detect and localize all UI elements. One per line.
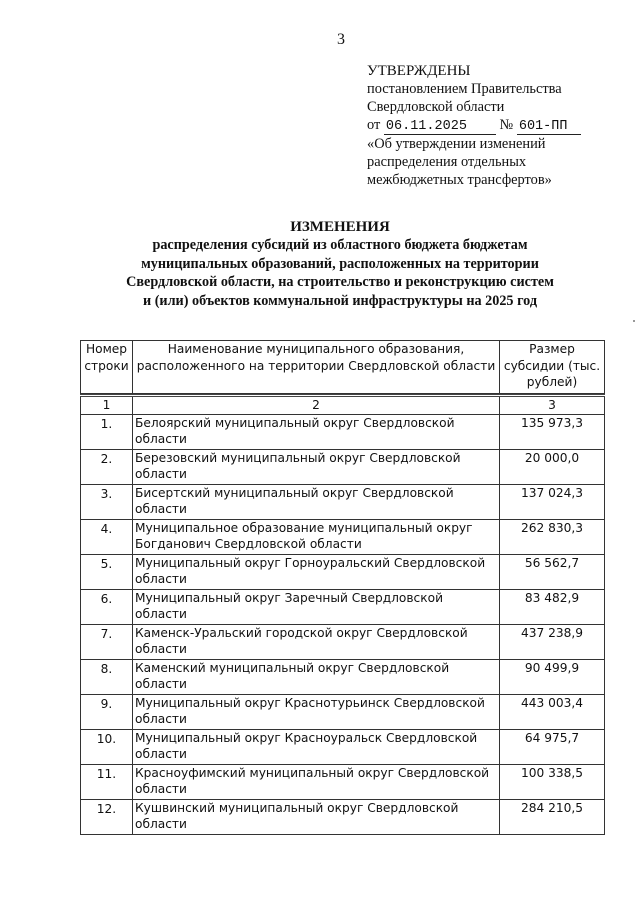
column-numbers-row <box>81 396 605 415</box>
subsidy-amount: 135 973,3 <box>500 414 605 449</box>
municipality-name: Муниципальный округ Краснотурьинск Свердловской области <box>133 694 500 729</box>
row-number: 6. <box>81 589 133 624</box>
municipality-name: Каменский муниципальный округ Свердловской области <box>133 659 500 694</box>
title-line-4: и (или) объектов коммунальной инфраструктуры на 2025 год <box>142 292 538 309</box>
subsidy-amount: 437 238,9 <box>500 624 605 659</box>
approval-stamp <box>367 62 581 189</box>
subsidy-table <box>80 340 605 835</box>
approval-subject-1: «Об утверждении изменений <box>367 136 546 152</box>
header-municipality: Наименование муниципального образования, расположенного на территории Свердловской области <box>133 341 500 394</box>
table-row <box>81 589 605 624</box>
subsidy-amount: 284 210,5 <box>500 799 605 834</box>
approval-date-line <box>367 116 581 135</box>
subsidy-amount: 56 562,7 <box>500 554 605 589</box>
municipality-name: Муниципальное образование муниципальный округ Богданович Свердловской области <box>133 519 500 554</box>
table-row <box>81 729 605 764</box>
approval-line-2: Свердловской области <box>367 99 505 115</box>
municipality-name: Муниципальный округ Заречный Свердловской области <box>133 589 500 624</box>
row-number: 12. <box>81 799 133 834</box>
approval-line-1: постановлением Правительства <box>367 81 562 97</box>
title-line-2: муниципальных образований, расположенных на территории <box>141 255 539 272</box>
table-row <box>81 799 605 834</box>
table-row <box>81 624 605 659</box>
approval-subject-2: распределения отдельных <box>367 154 527 170</box>
approval-heading: УТВЕРЖДЕНЫ <box>367 63 471 79</box>
subsidy-amount: 100 338,5 <box>500 764 605 799</box>
row-number: 11. <box>81 764 133 799</box>
column-number-2: 2 <box>133 396 500 415</box>
row-number: 10. <box>81 729 133 764</box>
date-prefix: от <box>367 117 381 133</box>
table-row <box>81 414 605 449</box>
row-number: 8. <box>81 659 133 694</box>
table-row <box>81 449 605 484</box>
subsidy-amount: 137 024,3 <box>500 484 605 519</box>
title-main: ИЗМЕНЕНИЯ <box>290 219 390 235</box>
municipality-name: Бисертский муниципальный округ Свердловской области <box>133 484 500 519</box>
title-line-1: распределения субсидий из областного бюджета бюджетам <box>152 237 528 254</box>
title-line-3: Свердловской области, на строительство и реконструкцию систем <box>126 274 554 291</box>
number-prefix: № <box>499 117 514 133</box>
municipality-name: Муниципальный округ Горноуральский Свердловской области <box>133 554 500 589</box>
header-row-number: Номер строки <box>81 341 133 394</box>
table-row <box>81 764 605 799</box>
municipality-name: Березовский муниципальный округ Свердловской области <box>133 449 500 484</box>
subsidy-amount: 64 975,7 <box>500 729 605 764</box>
row-number: 2. <box>81 449 133 484</box>
column-number-1: 1 <box>81 396 133 415</box>
subsidy-amount: 20 000,0 <box>500 449 605 484</box>
header-amount: Размер субсидии (тыс. рублей) <box>500 341 605 394</box>
subsidy-amount: 443 003,4 <box>500 694 605 729</box>
municipality-name: Муниципальный округ Красноуральск Свердловской области <box>133 729 500 764</box>
row-number: 4. <box>81 519 133 554</box>
page-number: 3 <box>337 31 345 48</box>
municipality-name: Белоярский муниципальный округ Свердловской области <box>133 414 500 449</box>
municipality-name: Каменск-Уральский городской округ Свердловской области <box>133 624 500 659</box>
municipality-name: Кушвинский муниципальный округ Свердловской области <box>133 799 500 834</box>
table-row <box>81 694 605 729</box>
table-row <box>81 554 605 589</box>
approval-date: 06.11.2025 <box>384 120 496 135</box>
table-row <box>81 659 605 694</box>
municipality-name: Красноуфимский муниципальный округ Свердловской области <box>133 764 500 799</box>
row-number: 1. <box>81 414 133 449</box>
table-row <box>81 484 605 519</box>
approval-number: 601-ПП <box>517 120 581 135</box>
table-row <box>81 519 605 554</box>
row-number: 7. <box>81 624 133 659</box>
document-title <box>70 218 610 310</box>
subsidy-amount: 90 499,9 <box>500 659 605 694</box>
row-number: 3. <box>81 484 133 519</box>
row-number: 5. <box>81 554 133 589</box>
approval-subject-3: межбюджетных трансфертов» <box>367 172 552 188</box>
column-number-3: 3 <box>500 396 605 415</box>
subsidy-amount: 262 830,3 <box>500 519 605 554</box>
row-number: 9. <box>81 694 133 729</box>
subsidy-amount: 83 482,9 <box>500 589 605 624</box>
table-header-row <box>81 341 605 394</box>
scan-speck <box>633 320 635 322</box>
